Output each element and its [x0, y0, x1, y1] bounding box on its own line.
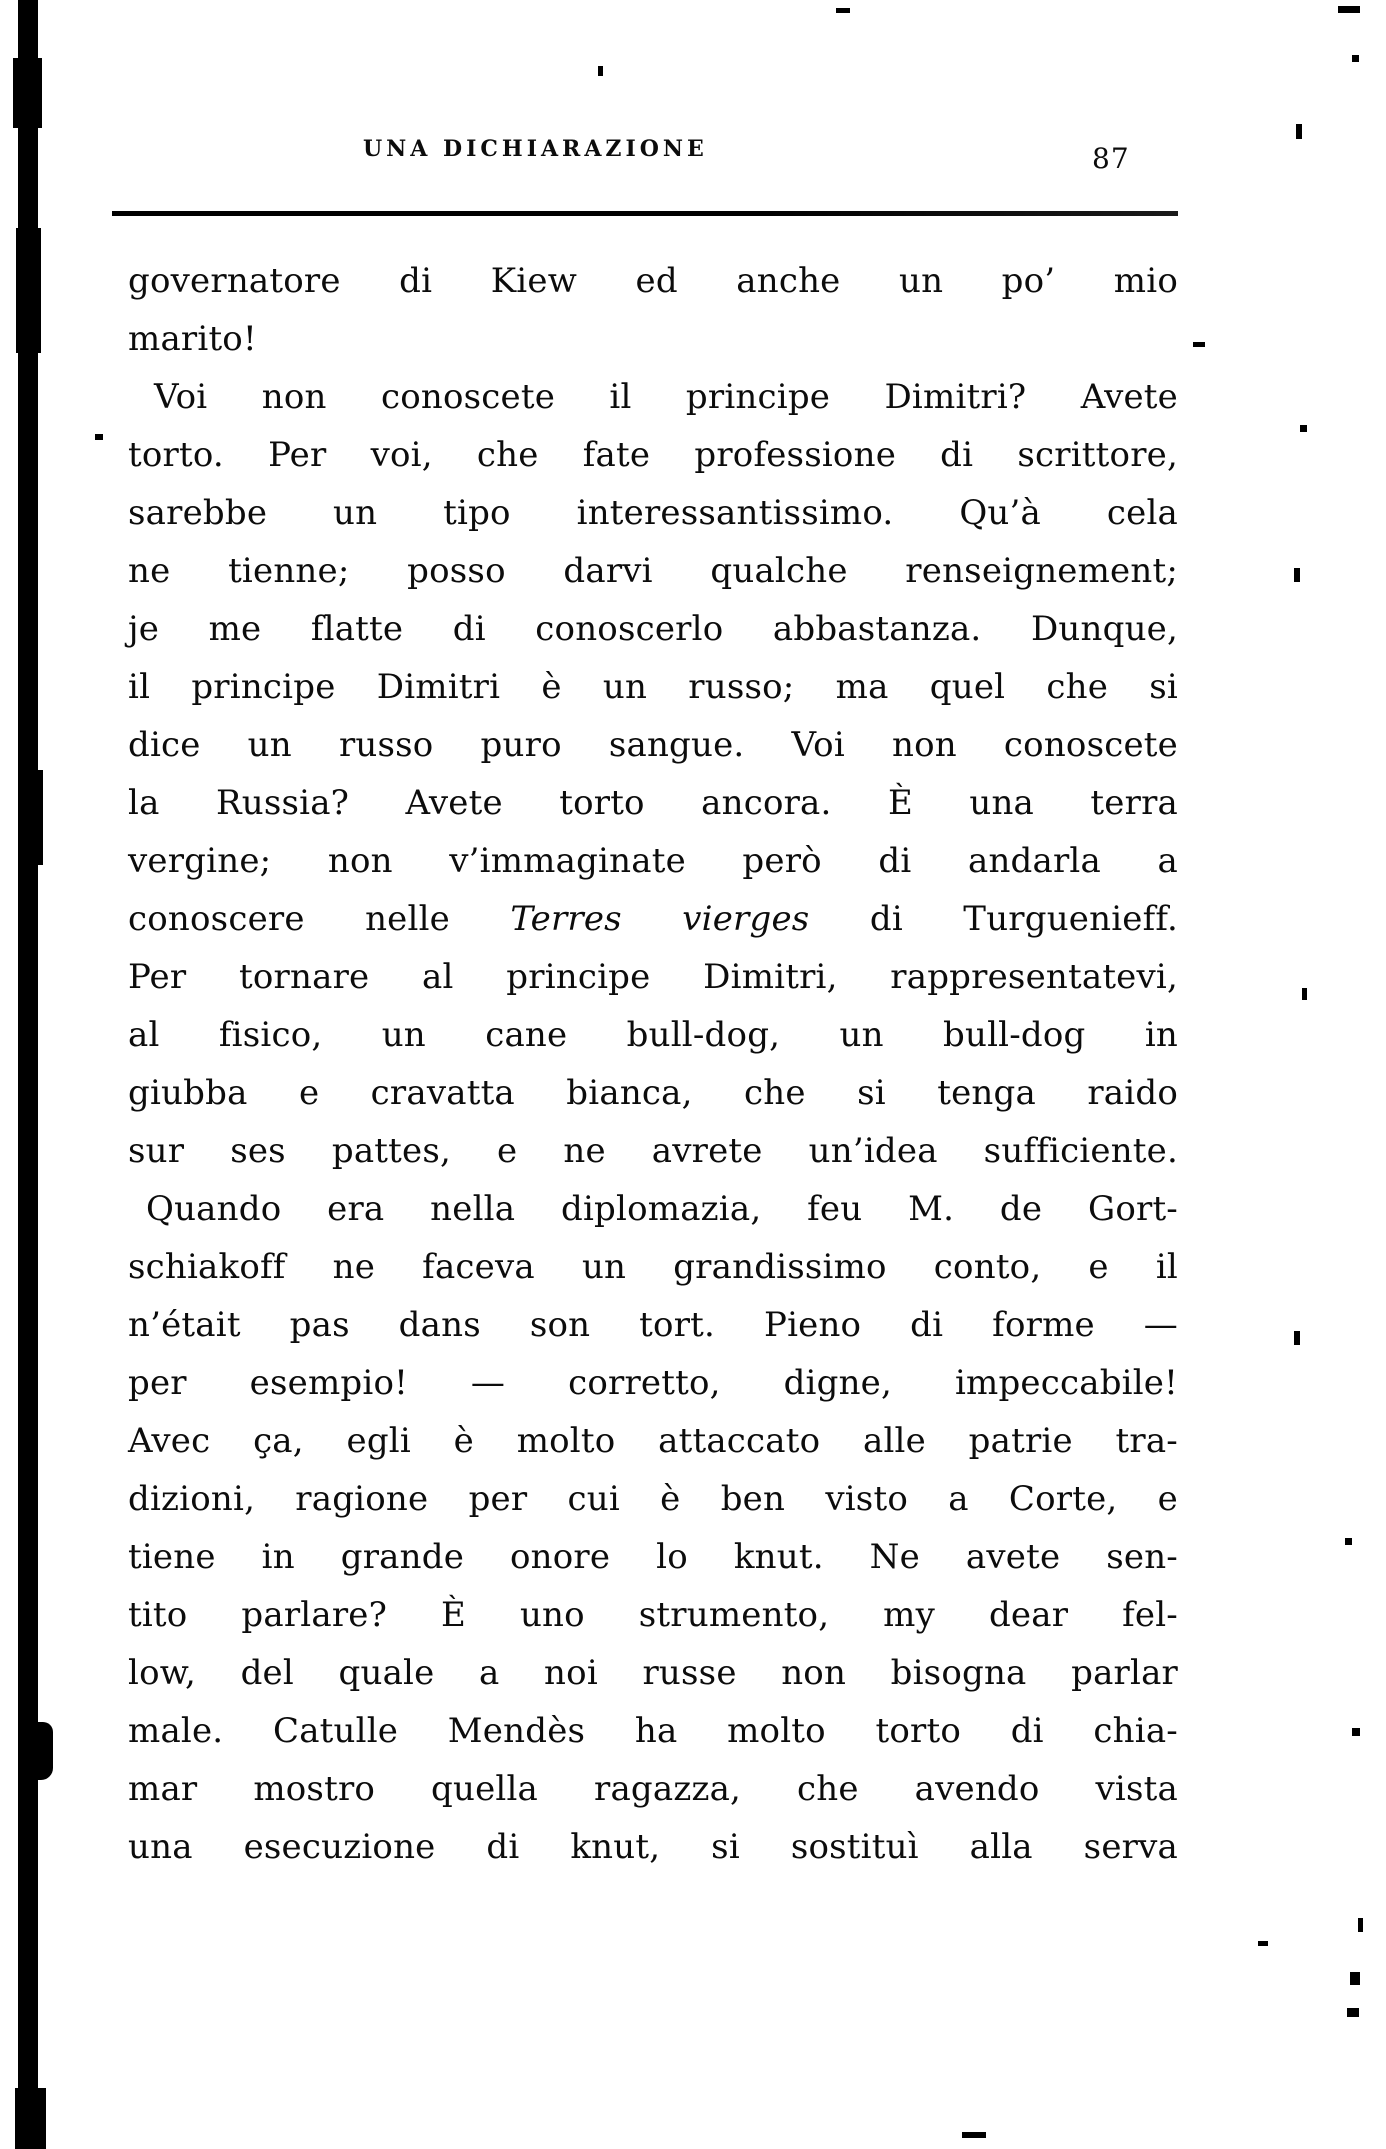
page-number: 87 [1092, 142, 1130, 175]
text-line: schiakoff ne faceva un grandissimo conto, e il [128, 1247, 1178, 1287]
text-segment: di Turguenieff. [809, 899, 1178, 939]
text-line: low, del quale a noi russe non bisogna parlar [128, 1653, 1178, 1693]
scan-speck [1302, 988, 1307, 1000]
body-text [128, 252, 1178, 1876]
scan-speck [1347, 2008, 1359, 2017]
text-line: tito parlare? È uno strumento, my dear fel- [128, 1595, 1178, 1635]
scan-speck [1338, 6, 1360, 13]
scan-speck [1294, 1331, 1300, 1345]
text-line: sur ses pattes, e ne avrete un’idea sufficiente. [128, 1131, 1178, 1171]
scan-speck [95, 434, 103, 440]
header-divider-rule [112, 211, 1178, 216]
text-line: la Russia? Avete torto ancora. È una terra [128, 783, 1178, 823]
scan-speck [1294, 568, 1300, 582]
text-line: Per tornare al principe Dimitri, rappresentatevi, [128, 957, 1178, 997]
text-line: Voi non conoscete il principe Dimitri? Avete [154, 377, 1178, 417]
binding-shadow-bump [38, 1722, 53, 1780]
binding-shadow-bump [16, 228, 41, 353]
scan-speck [1358, 1918, 1363, 1932]
text-line: Quando era nella diplomazia, feu M. de Gort- [146, 1189, 1178, 1229]
scan-speck [1300, 425, 1307, 432]
text-line: marito! [128, 319, 257, 359]
binding-shadow-bump [13, 58, 42, 128]
text-line: per esempio! — corretto, digne, impeccabile! [128, 1363, 1178, 1403]
text-line: je me flatte di conoscerlo abbastanza. Dunque, [128, 609, 1178, 649]
scan-speck [1350, 1972, 1360, 1985]
scan-speck [1193, 342, 1205, 347]
text-line: vergine; non v’immaginate però di andarla a [128, 841, 1178, 881]
text-line: mar mostro quella ragazza, che avendo vista [128, 1769, 1178, 1809]
text-line: sarebbe un tipo interessantissimo. Qu’à cela [128, 493, 1178, 533]
text-line: dizioni, ragione per cui è ben visto a Corte, e [128, 1479, 1178, 1519]
text-line: male. Catulle Mendès ha molto torto di chia- [128, 1711, 1178, 1751]
text-line: torto. Per voi, che fate professione di scrittore, [128, 435, 1178, 475]
text-line-with-italic [128, 890, 1178, 948]
text-line: Avec ça, egli è molto attaccato alle patrie tra- [128, 1421, 1178, 1461]
text-line: dice un russo puro sangue. Voi non conoscete [128, 725, 1178, 765]
scan-speck [1258, 1941, 1268, 1946]
binding-shadow-bump [15, 2088, 46, 2149]
scan-speck [836, 8, 850, 13]
text-line: al fisico, un cane bull-dog, un bull-dog in [128, 1015, 1178, 1055]
binding-shadow-bump [36, 770, 43, 865]
scan-speck [1345, 1538, 1352, 1545]
text-line: una esecuzione di knut, si sostituì alla serva [128, 1827, 1178, 1867]
italic-book-title: Terres vierges [510, 899, 810, 939]
scan-speck [598, 66, 603, 76]
scan-speck [962, 2132, 986, 2138]
text-line: ne tienne; posso darvi qualche renseignement; [128, 551, 1178, 591]
text-line: n’était pas dans son tort. Pieno di forme — [128, 1305, 1178, 1345]
text-line: giubba e cravatta bianca, che si tenga raido [128, 1073, 1178, 1113]
scan-speck [1296, 124, 1302, 139]
text-line: il principe Dimitri è un russo; ma quel che si [128, 667, 1178, 707]
running-header-title: UNA DICHIARAZIONE [363, 136, 708, 162]
scan-speck [1352, 1728, 1360, 1736]
text-line: tiene in grande onore lo knut. Ne avete sen- [128, 1537, 1178, 1577]
text-line: governatore di Kiew ed anche un po’ mio [128, 261, 1178, 301]
scan-speck [1352, 55, 1359, 62]
text-segment: conoscere nelle [128, 899, 511, 939]
